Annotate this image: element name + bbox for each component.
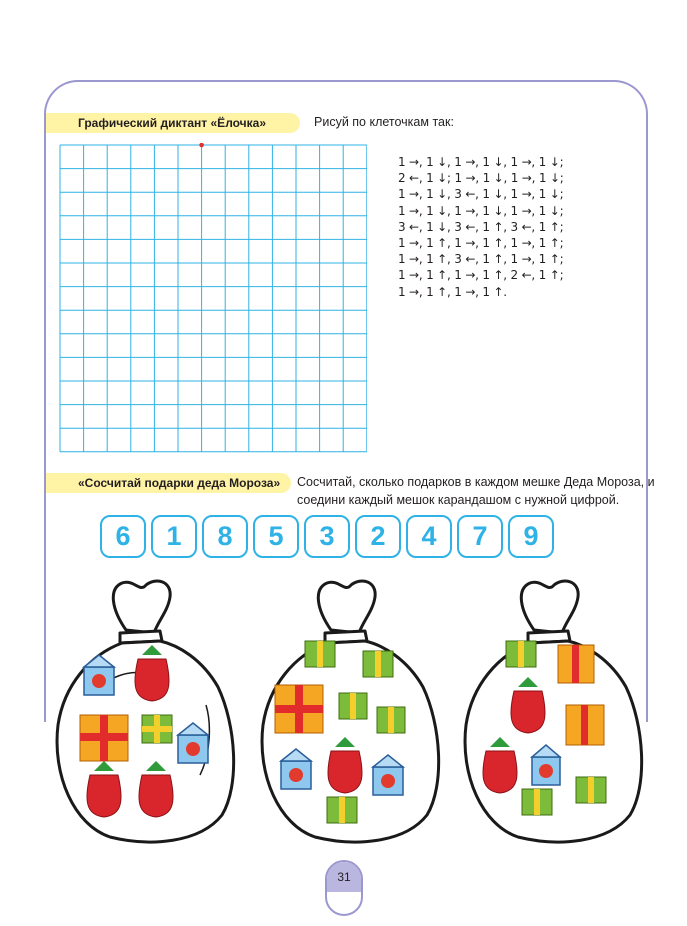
dictation-steps <box>398 154 564 300</box>
number-box[interactable]: 5 <box>253 515 299 558</box>
number-box[interactable]: 1 <box>151 515 197 558</box>
gift-yellow-box-icon <box>80 715 128 761</box>
number-box[interactable]: 8 <box>202 515 248 558</box>
number-box[interactable]: 2 <box>355 515 401 558</box>
number-box[interactable]: 7 <box>457 515 503 558</box>
gift-green-box-icon <box>363 651 393 677</box>
gift-green-box-icon <box>327 797 357 823</box>
gift-yellow-box-icon <box>275 685 323 733</box>
gift-yellow-box-icon <box>566 705 604 745</box>
dictation-line: 1 →, 1 ↓, 1 →, 1 ↓, 1 →, 1 ↓; <box>398 203 564 218</box>
section-title-dictation: Графический диктант «Ёлочка» <box>46 113 300 133</box>
gift-green-box-icon <box>522 789 552 815</box>
dictation-line: 1 →, 1 ↑, 1 →, 1 ↑, 2 ←, 1 ↑; <box>398 268 564 283</box>
dictation-line: 2 ←, 1 ↓; 1 →, 1 ↓, 1 →, 1 ↓; <box>398 171 564 186</box>
gift-yellow-box-icon <box>558 645 594 683</box>
dictation-line: 3 ←, 1 ↓, 3 ←, 1 ↑, 3 ←, 1 ↑; <box>398 219 564 234</box>
gift-green-box-icon <box>377 707 405 733</box>
page-number: 31 <box>327 862 361 892</box>
gift-green-box-icon <box>305 641 335 667</box>
number-box[interactable]: 6 <box>100 515 146 558</box>
gift-sack-3[interactable] <box>458 575 648 845</box>
drawing-grid[interactable] <box>59 143 367 453</box>
gift-green-box-icon <box>576 777 606 803</box>
number-box[interactable]: 9 <box>508 515 554 558</box>
gift-green-box-icon <box>506 641 536 667</box>
page-number-tab <box>325 860 363 916</box>
count-instruction: Сосчитай, сколько подарков в каждом мешке Деда Мороза, и соедини каждый мешок карандашом с нужной цифрой. <box>297 475 655 507</box>
dictation-line: 1 →, 1 ↓, 3 ←, 1 ↓, 1 →, 1 ↓; <box>398 187 564 202</box>
number-box[interactable]: 4 <box>406 515 452 558</box>
number-boxes <box>100 515 554 558</box>
gift-sack-1[interactable] <box>50 575 240 845</box>
dictation-line: 1 →, 1 ↑, 1 →, 1 ↑. <box>398 284 507 299</box>
dictation-line: 1 →, 1 ↑, 3 ←, 1 ↑, 1 →, 1 ↑; <box>398 252 564 267</box>
dictation-instruction: Рисуй по клеточкам так: <box>314 115 454 129</box>
gift-sack-2[interactable] <box>255 575 445 845</box>
dictation-line: 1 →, 1 ↑, 1 →, 1 ↑, 1 →, 1 ↑; <box>398 236 564 251</box>
start-point-dot <box>199 143 204 147</box>
dictation-line: 1 →, 1 ↓, 1 →, 1 ↓, 1 →, 1 ↓; <box>398 155 564 169</box>
gift-green-box-icon <box>142 715 172 743</box>
section-title-count-gifts: «Сосчитай подарки деда Мороза» <box>46 473 291 493</box>
gift-green-box-icon <box>339 693 367 719</box>
number-box[interactable]: 3 <box>304 515 350 558</box>
